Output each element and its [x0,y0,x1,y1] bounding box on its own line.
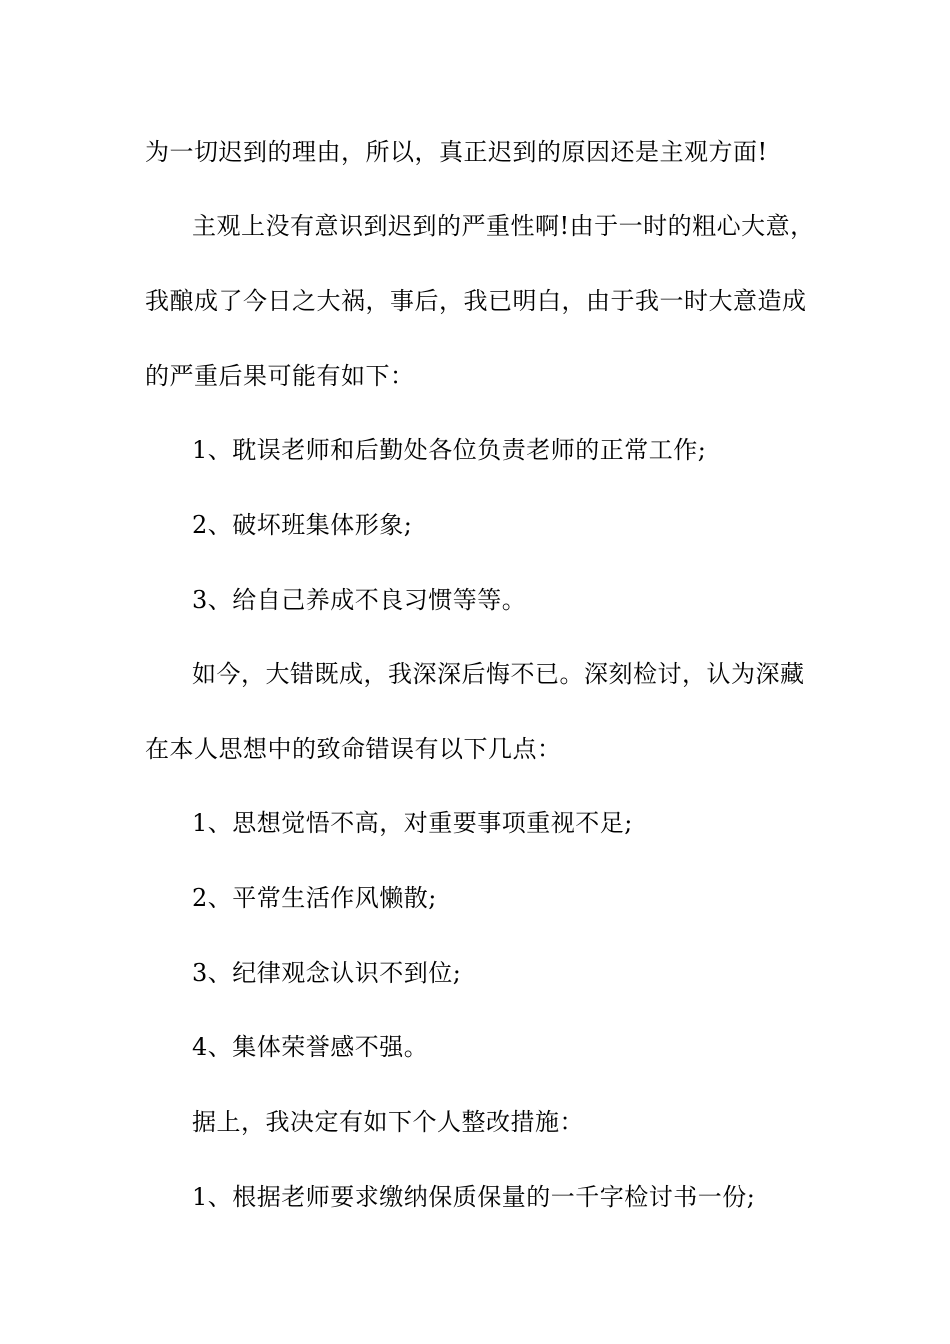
text-line: 如今，大错既成，我深深后悔不已。深刻检讨，认为深藏 [192,660,805,688]
text-line: 在本人思想中的致命错误有以下几点： [145,735,562,763]
list-item: 1、根据老师要求缴纳保质保量的一千字检讨书一份; [192,1183,756,1211]
text-line: 的严重后果可能有如下： [145,362,415,390]
list-item: 1、思想觉悟不高，对重要事项重视不足; [192,809,633,837]
list-item: 2、破坏班集体形象; [192,511,413,539]
list-item: 2、平常生活作风懒散; [192,884,437,912]
text-line: 我酿成了今日之大祸，事后，我已明白，由于我一时大意造成 [145,287,807,315]
list-item: 3、纪律观念认识不到位; [192,959,462,987]
text-line: 主观上没有意识到迟到的严重性啊!由于一时的粗心大意， [192,212,815,240]
list-item: 4、集体荣誉感不强。 [192,1033,429,1061]
list-item: 1、耽误老师和后勤处各位负责老师的正常工作; [192,436,707,464]
text-line: 为一切迟到的理由，所以，真正迟到的原因还是主观方面! [145,138,768,166]
text-line: 据上，我决定有如下个人整改措施： [192,1108,584,1136]
list-item: 3、给自己养成不良习惯等等。 [192,586,527,614]
